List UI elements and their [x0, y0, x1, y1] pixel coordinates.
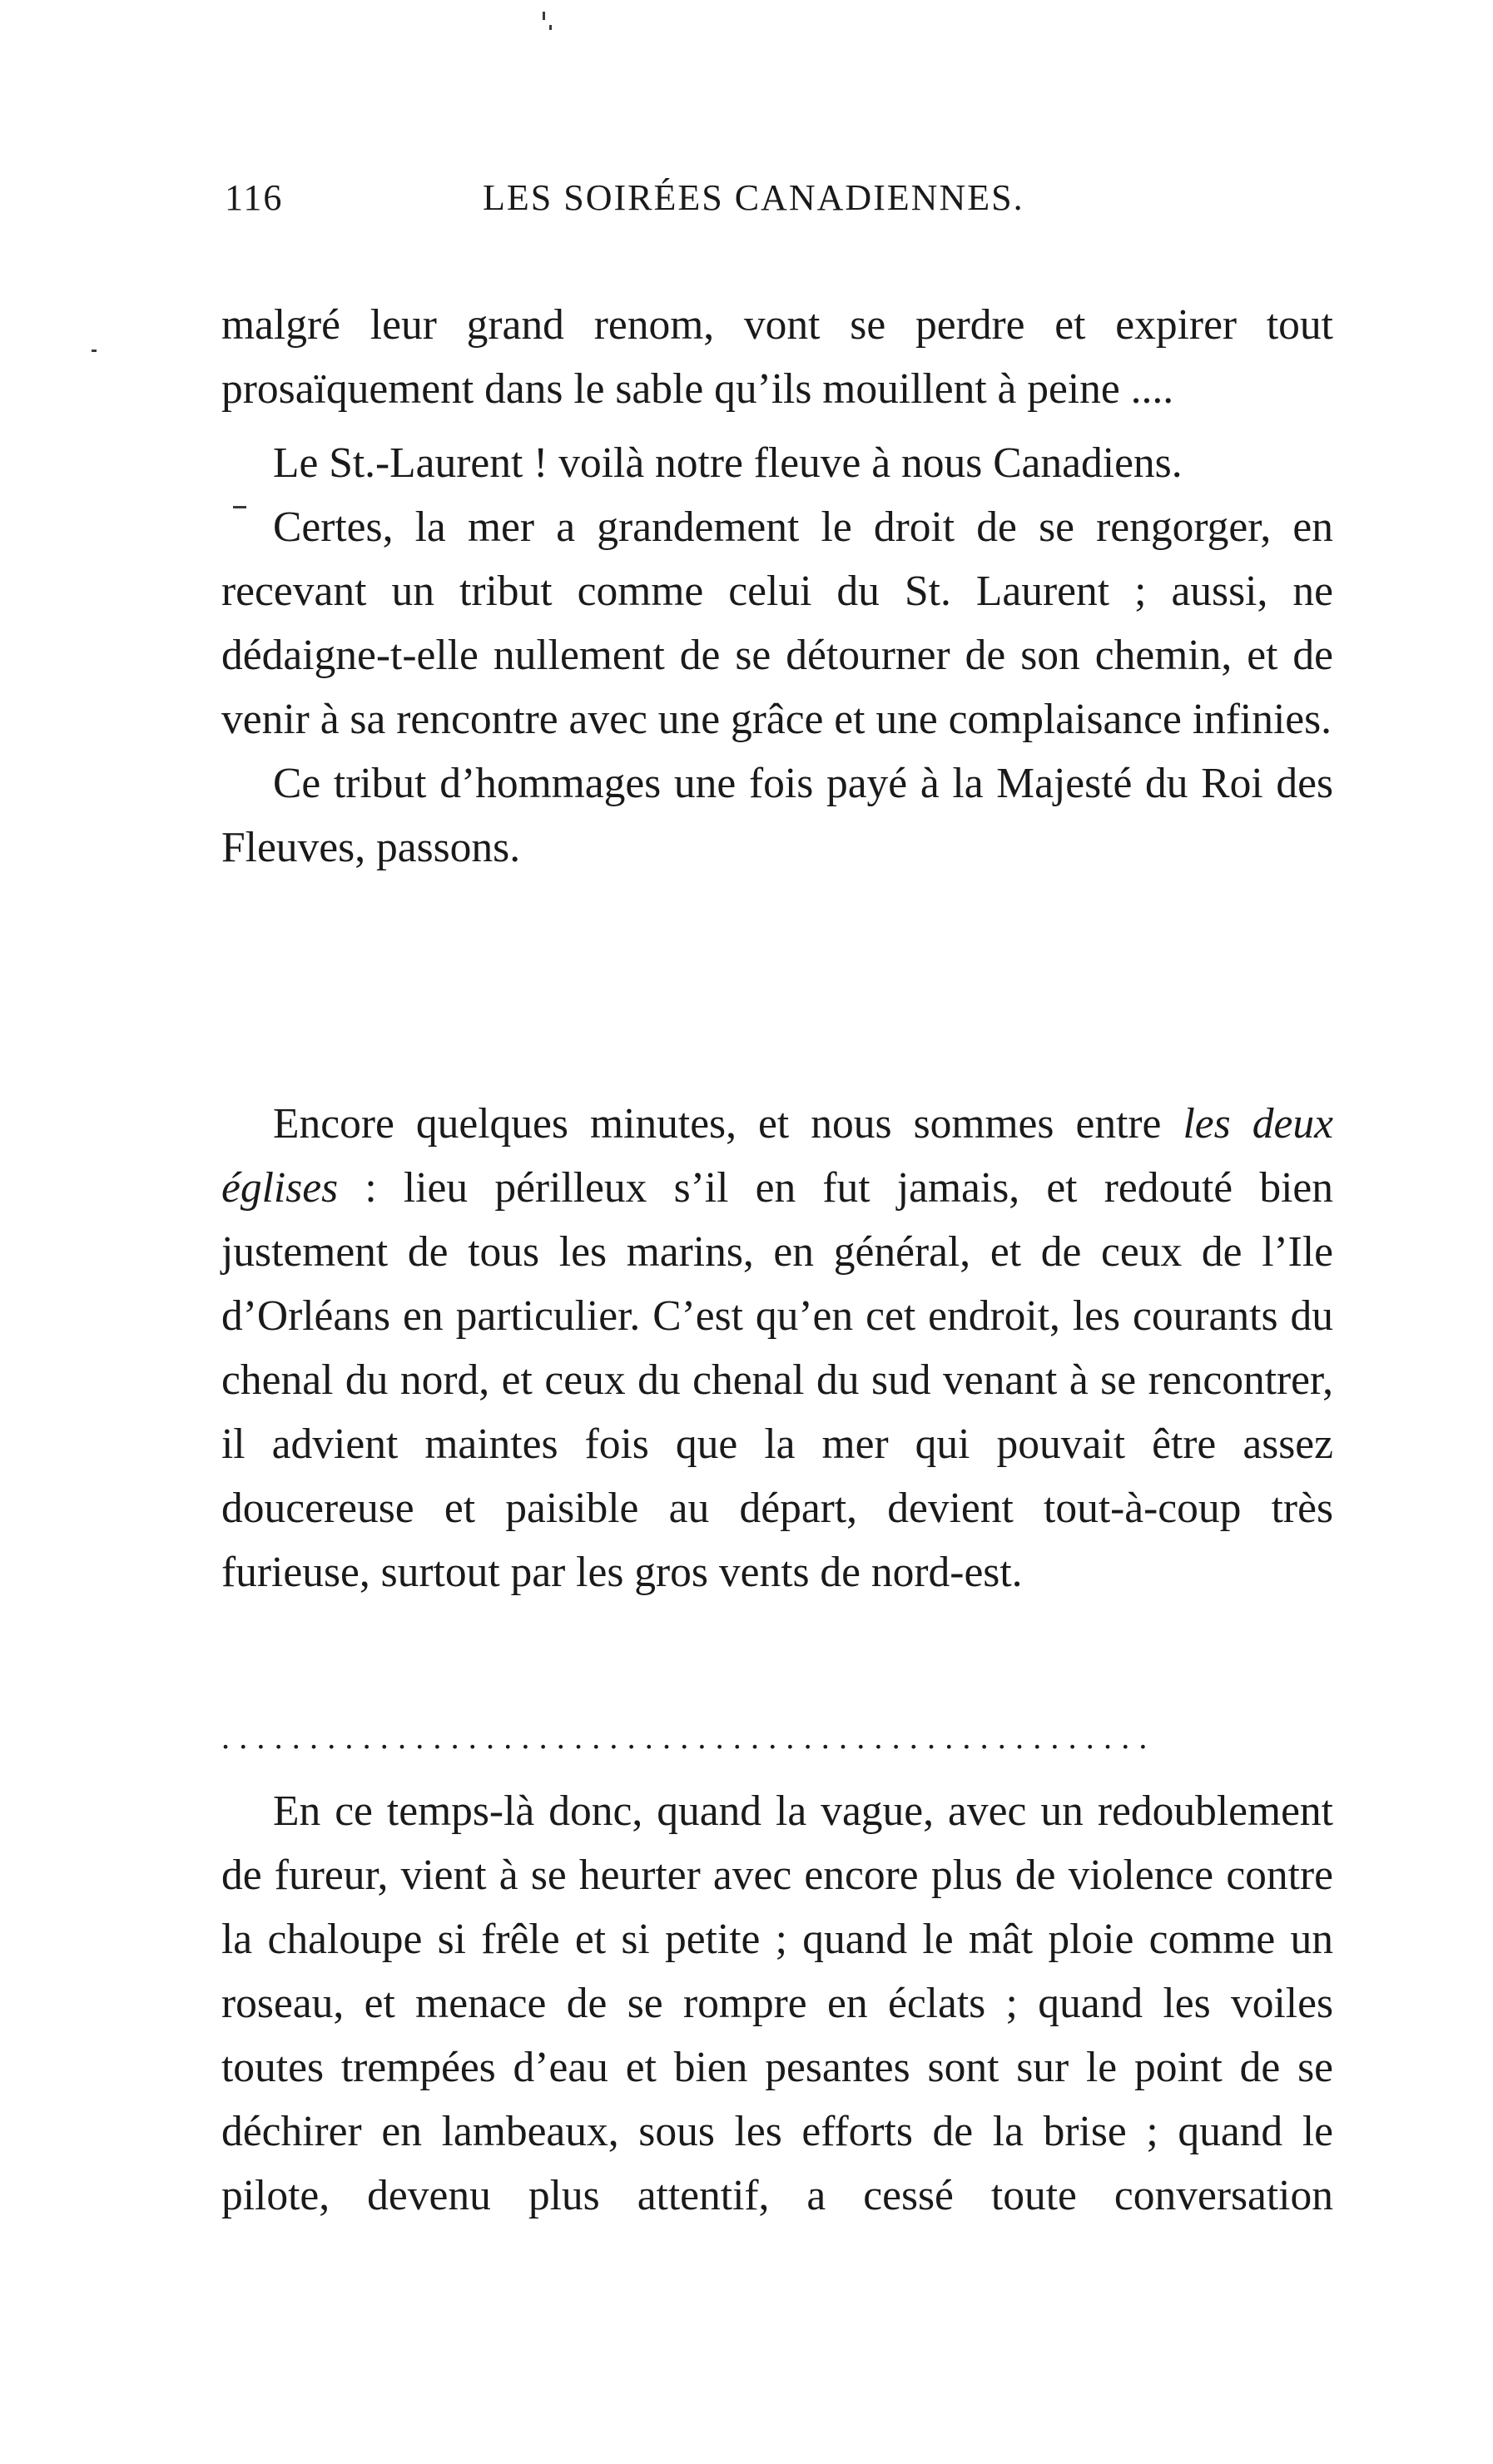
- scan-speck: [549, 25, 552, 30]
- paragraph-text: : lieu périlleux s’il en fut jamais, et redouté bien justement de tous les marins, en général, et de ceux de l’Ile d’Orléans en particulier. C’est qu’en cet endroit, les courants du chenal du nord, et ceux du chenal du sud venant à se rencontrer, il advient maintes fois que la mer qui pouvait être assez doucereuse et paisible au départ, devient tout-à-coup très furieuse, surtout par les gros vents de nord-est.: [221, 1164, 1333, 1596]
- paragraph: Le St.-Laurent ! voilà notre fleuve à nous Canadiens.: [273, 439, 1183, 487]
- scan-speck: [92, 350, 97, 352]
- paragraph: Certes, la mer a grandement le droit de se rengorger, en recevant un tribut comme celui du St. Laurent ; aussi, ne dédaigne-t-elle nullement de se détourner de son chemin, et de venir à sa rencontre avec une grâce et une complaisance infinies.: [221, 503, 1333, 743]
- text-block-lower: [221, 1779, 1333, 2228]
- section-separator: .....................................................: [221, 1721, 1157, 1754]
- text-block-upper: [221, 293, 1333, 880]
- page-number: 116: [225, 177, 284, 218]
- paragraph-text: Encore quelques minutes, et nous sommes entre: [273, 1100, 1183, 1148]
- page-header: [225, 176, 1332, 226]
- paragraph: Ce tribut d’hommages une fois payé à la Majesté du Roi des Fleuves, passons.: [221, 760, 1333, 871]
- paragraph: [221, 1092, 1333, 1604]
- paragraph: En ce temps-là donc, quand la vague, avec un redoublement de fureur, vient à se heurter avec encore plus de violence contre la chaloupe si frêle et si petite ; quand le mât ploie comme un roseau, et menace de se rompre en éclats ; quand les voiles toutes trempées d’eau et bien pesantes sont sur le point de se déchirer en lambeaux, sous les efforts de la brise ; quand le pilote, devenu plus attentif, a cessé toute conversation: [221, 1787, 1333, 2219]
- scan-speck: [543, 12, 545, 20]
- scan-speck: [233, 506, 246, 508]
- text-block-middle: [221, 1092, 1333, 1604]
- running-title: LES SOIRÉES CANADIENNES.: [483, 177, 1024, 218]
- paragraph: malgré leur grand renom, vont se perdre et expirer tout prosaïquement dans le sable qu’ils mouillent à peine ....: [221, 301, 1333, 413]
- paragraph-italic: les deux églises: [221, 1100, 1333, 1212]
